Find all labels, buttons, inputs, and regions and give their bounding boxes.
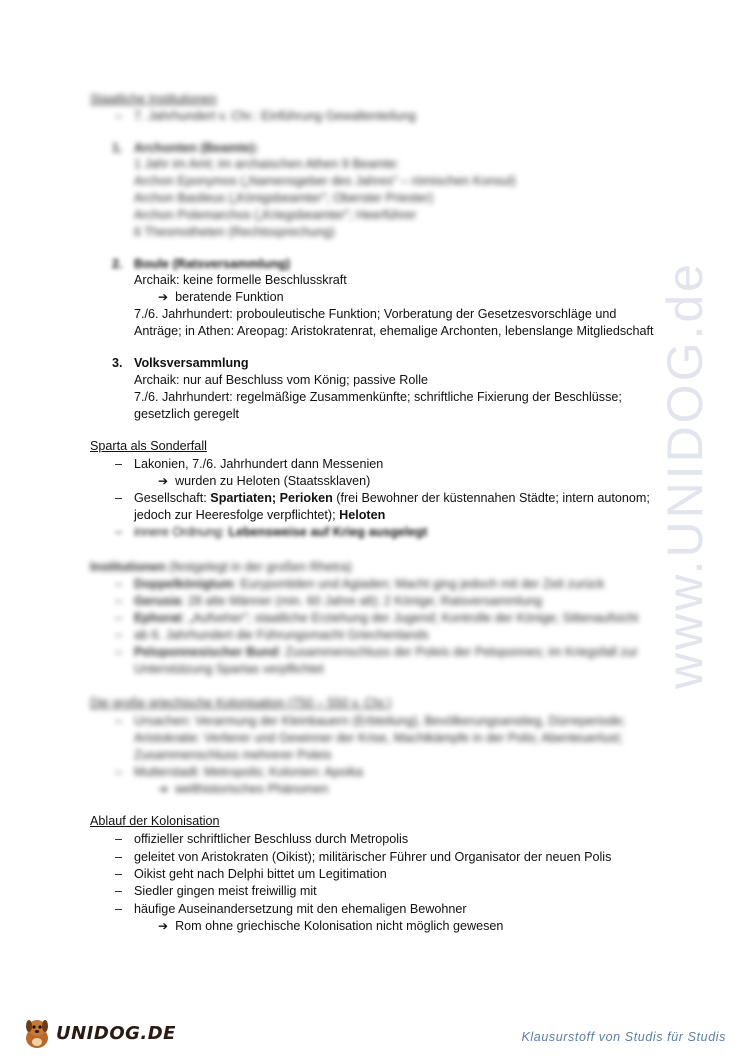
bullet-text: Siedler gingen meist freiwillig mit	[134, 884, 317, 898]
right-arrow-icon: ➔	[158, 474, 169, 488]
item-line: 1 Jahr im Amt; im archaischen Athen 9 Beamte:	[134, 157, 400, 171]
bullet-text: Ephorat: „Aufseher"; staatliche Erziehung der Jugend; Kontrolle der Könige; Sittenaufsicht	[134, 611, 639, 625]
dash-bullet: –	[115, 832, 123, 846]
arrow-line	[158, 473, 370, 490]
bullet-text: Gerusia: 28 alte Männer (min. 60 Jahre alt); 2 Könige; Ratsversammlung	[134, 594, 543, 608]
section-heading: Die große griechische Kolonisation (750 – 550 v. Chr.)	[90, 696, 392, 710]
section-heading: Sparta als Sonderfall	[90, 439, 207, 453]
dash-bullet: –	[115, 525, 123, 539]
bullet-text: ab 6. Jahrhundert die Führungsmacht Griechenlands	[134, 628, 429, 642]
item-line: Anträge; in Athen: Areopag: Aristokratenrat, ehemalige Archonten, lebenslange Mitgliedschaft	[134, 324, 654, 338]
item-title: Archonten (Beamte):	[134, 141, 259, 155]
dash-bullet: –	[115, 577, 123, 591]
bullet-text: offizieller schriftlicher Beschluss durch Metropolis	[134, 832, 409, 846]
arrow-line	[158, 918, 503, 935]
item-number: 2.	[112, 257, 123, 271]
item-line: 7./6. Jahrhundert: probouleutische Funktion; Vorberatung der Gesetzesvorschläge und	[134, 307, 617, 321]
dash-bullet: –	[115, 867, 123, 881]
dash-bullet: –	[115, 457, 123, 471]
item-line: gesetzlich geregelt	[134, 407, 240, 421]
footer-tagline: Klausurstoff von Studis für Studis	[521, 1030, 726, 1044]
dash-bullet: –	[115, 902, 123, 916]
dash-bullet: –	[115, 109, 123, 123]
bullet-text: geleitet von Aristokraten (Oikist); militärischer Führer und Organisator der neuen Polis	[134, 850, 612, 864]
bullet-text: Doppelkönigtum: Eurypontiden und Agiaden; Macht ging jedoch mit der Zeit zurück	[134, 577, 605, 591]
item-line: 7./6. Jahrhundert: regelmäßige Zusammenkünfte; schriftliche Fixierung der Beschlüsse;	[134, 390, 622, 404]
item-number: 3.	[112, 356, 123, 370]
arrow-text: welthistorisches Phänomen	[175, 782, 329, 796]
bullet-text: Gesellschaft: Spartiaten; Perioken (frei Bewohner der küstennahen Städte; intern autonom;	[134, 491, 650, 505]
dash-bullet: –	[115, 594, 123, 608]
dash-bullet: –	[115, 765, 123, 779]
bullet-text: Mutterstadt: Metropolis; Kolonien: Apoika	[134, 765, 363, 779]
bullet-text: jedoch zur Heeresfolge verpflichtet); Heloten	[134, 508, 386, 522]
bullet-text: Ursachen: Verarmung der Kleinbauern (Erbteilung), Bevölkerungsanstieg, Dürreperiode;	[134, 714, 626, 728]
bullet-text: Oikist geht nach Delphi bittet um Legitimation	[134, 867, 387, 881]
dash-bullet: –	[115, 850, 123, 864]
dash-bullet: –	[115, 491, 123, 505]
bullet-text: innere Ordnung: Lebensweise auf Krieg ausgelegt	[134, 525, 428, 539]
bullet-text: Aristokratie: Verlierer und Gewinner der Krise, Machtkämpfe in der Polis; Abenteuerlust;	[134, 731, 623, 745]
arrow-text: Rom ohne griechische Kolonisation nicht möglich gewesen	[175, 919, 504, 933]
bullet-text: 7. Jahrhundert v. Chr.: Einführung Gewaltenteilung	[134, 109, 416, 123]
dash-bullet: –	[115, 714, 123, 728]
section-heading: Institutionen (festgelegt in der großen Rhetra)	[90, 560, 352, 574]
bullet-text: Zusammenschluss mehrerer Poleis	[134, 748, 332, 762]
bullet-text: häufige Auseinandersetzung mit den ehemaligen Bewohner	[134, 902, 467, 916]
item-line: 6 Thesmotheten (Rechtssprechung)	[134, 225, 335, 239]
brand-name: UNIDOG.DE	[56, 1022, 176, 1044]
dash-bullet: –	[115, 884, 123, 898]
item-line: Archon Basileus („Königsbeamter"; Oberster Priester)	[134, 191, 434, 205]
arrow-text: wurden zu Heloten (Staatssklaven)	[175, 474, 371, 488]
dog-mascot-icon	[22, 1016, 52, 1050]
arrow-line	[158, 289, 284, 306]
arrow-line	[158, 781, 328, 798]
item-title: Boule (Ratsversammlung)	[134, 257, 291, 271]
item-line: Archon Eponymos („Namensgeber des Jahres" – römischen Konsul)	[134, 174, 516, 188]
arrow-text: beratende Funktion	[175, 290, 284, 304]
dash-bullet: –	[115, 611, 123, 625]
item-line: Archon Polemarchos („Kriegsbeamter"; Heerführer	[134, 208, 417, 222]
bullet-text: Lakonien, 7./6. Jahrhundert dann Messenien	[134, 457, 384, 471]
bullet-text: Unterstützung Spartas verpflichtet	[134, 662, 324, 676]
item-line: Archaik: keine formelle Beschlusskraft	[134, 273, 347, 287]
section-heading: Ablauf der Kolonisation	[90, 814, 220, 828]
right-arrow-icon: ➔	[158, 782, 169, 796]
dash-bullet: –	[115, 645, 123, 659]
section-heading: Staatliche Institutionen	[90, 92, 217, 106]
dash-bullet: –	[115, 628, 123, 642]
watermark: www.UNIDOG.de	[657, 261, 713, 689]
bullet-text: Peloponnesischer Bund: Zusammenschluss der Poleis der Peloponnes; im Kriegsfall zur	[134, 645, 638, 659]
item-line: Archaik: nur auf Beschluss vom König; passive Rolle	[134, 373, 428, 387]
brand-logo	[22, 1016, 176, 1050]
right-arrow-icon: ➔	[158, 290, 169, 304]
right-arrow-icon: ➔	[158, 919, 169, 933]
item-title: Volksversammlung	[134, 356, 249, 370]
item-number: 1.	[112, 141, 123, 155]
